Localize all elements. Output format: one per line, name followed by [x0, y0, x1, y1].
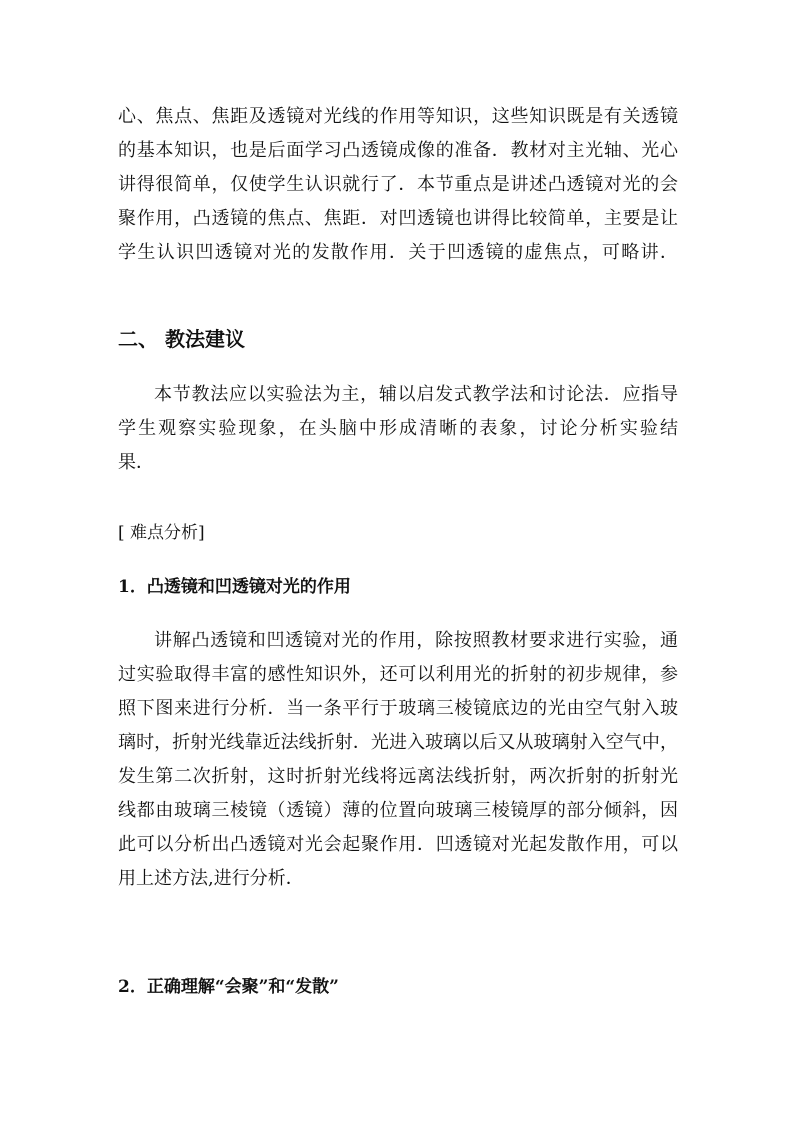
intro-paragraph	[118, 100, 678, 270]
paragraph-line: 的基本知识，也是后面学习凸透镜成像的准备．教材对主光轴、光心	[118, 140, 678, 161]
point2-heading: 2．正确理解“会聚”和“发散”	[118, 977, 339, 997]
paragraph-line: 璃时，折射光线靠近法线折射．光进入玻璃以后又从玻璃射入空气中，	[118, 732, 678, 753]
paragraph-line: 讲解凸透镜和凹透镜对光的作用，除按照教材要求进行实验，通	[154, 630, 678, 651]
paragraph-line: 过实验取得丰富的感性知识外，还可以利用光的折射的初步规律，参	[118, 664, 678, 685]
point1-heading: 1．凸透镜和凹透镜对光的作用	[118, 577, 351, 597]
paragraph-line: 发生第二次折射，这时折射光线将远离法线折射，两次折射的折射光	[118, 766, 678, 787]
paragraph-line: 讲得很简单，仅使学生认识就行了．本节重点是讲述凸透镜对光的会	[118, 174, 678, 195]
paragraph-line: 此可以分析出凸透镜对光会起聚作用．凹透镜对光起发散作用，可以	[118, 834, 678, 855]
point1-paragraph	[118, 624, 678, 896]
paragraph-line: 本节教法应以实验法为主，辅以启发式教学法和讨论法．应指导	[154, 384, 678, 405]
difficulty-analysis-label: [ 难点分析]	[118, 523, 205, 543]
paragraph-line: 学生认识凹透镜对光的发散作用．关于凹透镜的虚焦点，可略讲．	[118, 242, 678, 263]
section-heading-teaching-suggestions: 二、 教法建议	[118, 327, 245, 351]
paragraph-line: 学生观察实验现象，在头脑中形成清晰的表象，讨论分析实验结	[118, 418, 678, 439]
paragraph-line: 聚作用，凸透镜的焦点、焦距．对凹透镜也讲得比较简单，主要是让	[118, 208, 678, 229]
paragraph-line: 心、焦点、焦距及透镜对光线的作用等知识，这些知识既是有关透镜	[118, 106, 678, 127]
teaching-suggestions-paragraph	[118, 378, 678, 480]
paragraph-line: 用上述方法,进行分析．	[118, 868, 304, 889]
paragraph-line: 果．	[118, 452, 154, 473]
paragraph-line: 线都由玻璃三棱镜（透镜）薄的位置向玻璃三棱镜厚的部分倾斜，因	[118, 800, 678, 821]
paragraph-line: 照下图来进行分析．当一条平行于玻璃三棱镜底边的光由空气射入玻	[118, 698, 678, 719]
